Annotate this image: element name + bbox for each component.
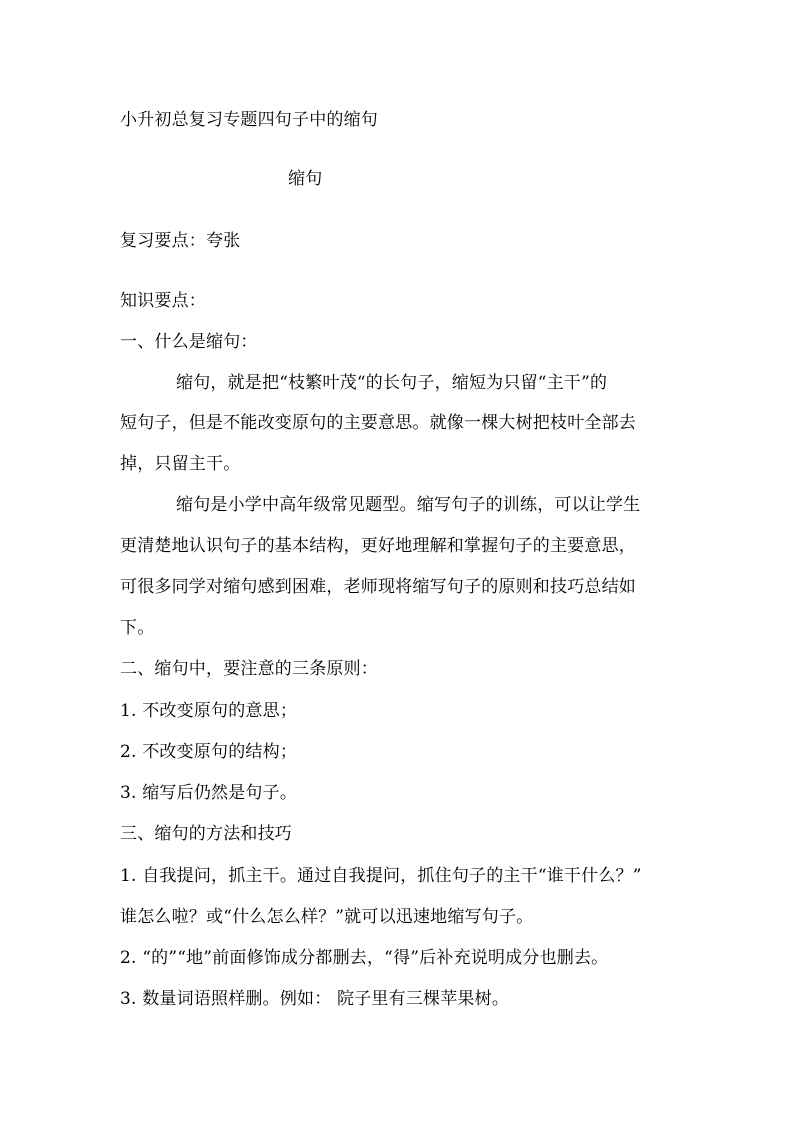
section-title: 缩句 [288,169,323,189]
section1-para2-line4: 下。 [120,618,155,638]
section3-item-1-line1: 1. 自我提问，抓主干。通过自我提问，抓住句子的主干“谁干什么？” [120,866,642,886]
section1-para2-line1: 缩句是小学中高年级常见题型。缩写句子的训练，可以让学生 [176,495,641,515]
section1-para2-line3: 可很多同学对缩句感到困难，老师现将缩写句子的原则和技巧总结如 [120,577,636,597]
section3-item-3: 3. 数量词语照样删。例如： 院子里有三棵苹果树。 [120,989,510,1009]
section1-para1-line1: 缩句，就是把“枝繁叶茂“的长句子，缩短为只留“主干”的 [176,373,608,393]
section3-item-2: 2. “的”“地”前面修饰成分都删去，“得”后补充说明成分也删去。 [120,948,609,968]
section3-heading: 三、缩句的方法和技巧 [120,824,292,844]
section3-item-1-line2: 谁怎么啦？或“什么怎么样？”就可以迅速地缩写句子。 [120,907,534,927]
section1-para2-line2: 更清楚地认识句子的基本结构，更好地理解和掌握句子的主要意思， [120,536,636,556]
knowledge-points: 知识要点： [120,291,206,311]
section1-para1-line3: 掉，只留主干。 [120,454,241,474]
review-points: 复习要点：夸张 [120,231,241,251]
section2-item-1: 1. 不改变原句的意思； [120,701,298,721]
section2-item-2: 2. 不改变原句的结构； [120,742,298,762]
section1-heading: 一、什么是缩句： [120,332,258,352]
section2-item-3: 3. 缩写后仍然是句子。 [120,783,298,803]
section2-heading: 二、缩句中，要注意的三条原则： [120,659,378,679]
document-title: 小升初总复习专题四句子中的缩句 [120,110,378,130]
section1-para1-line2: 短句子，但是不能改变原句的主要意思。就像一棵大树把枝叶全部去 [120,413,636,433]
